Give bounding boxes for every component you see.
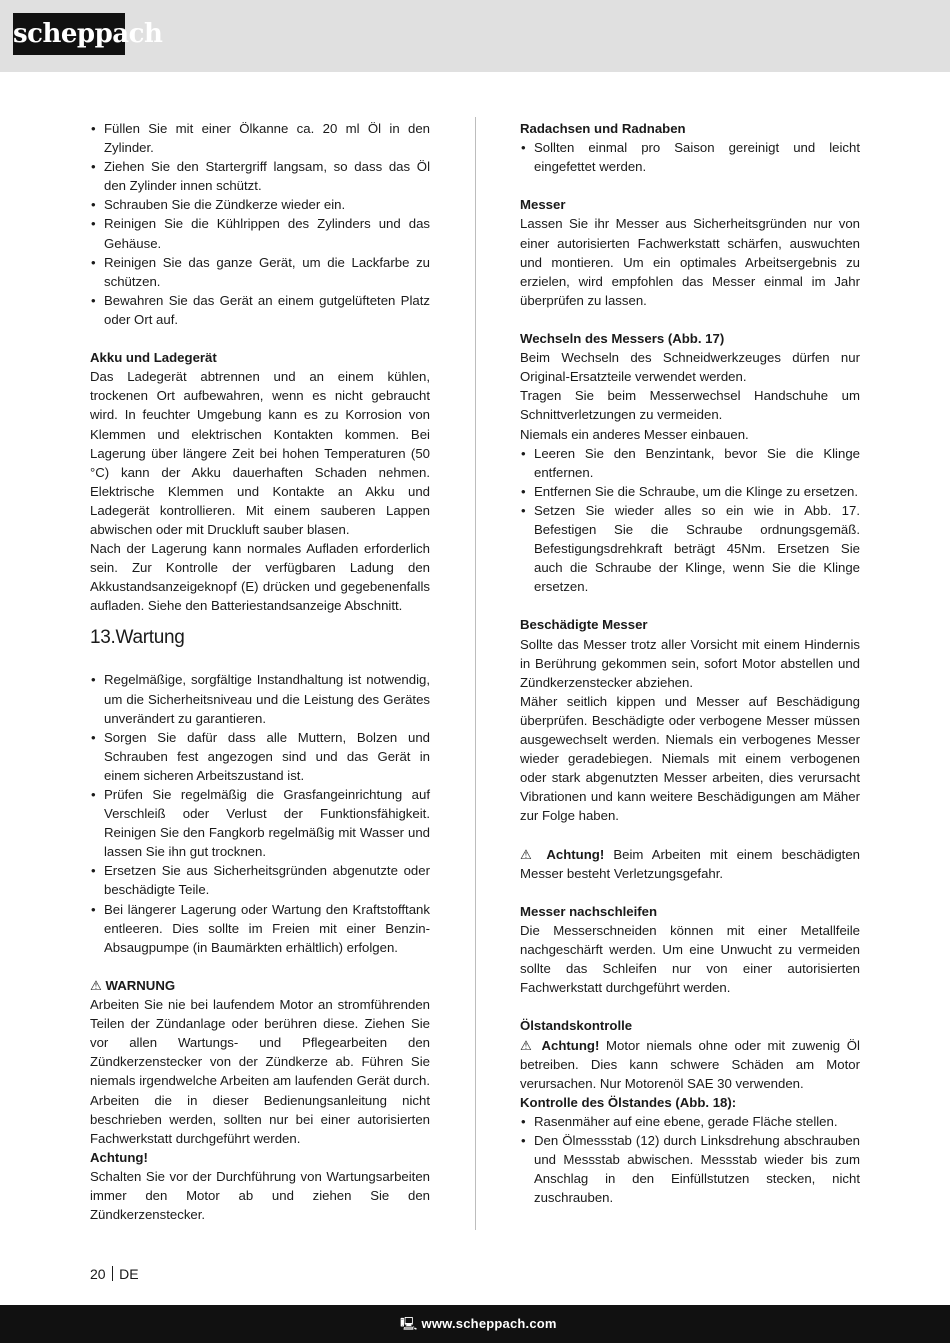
wechseln-paragraph-1: Beim Wechseln des Schneidwerkzeuges dürfen nur Original-Ersatzteile verwendet werden. <box>520 350 860 385</box>
page-number <box>90 1265 139 1283</box>
achtung-note <box>520 845 860 883</box>
warnung-label: WARNUNG <box>105 977 176 993</box>
radachsen-bullet-list <box>520 138 860 176</box>
oelstand-bullet-list <box>520 1112 860 1207</box>
nachschleifen-text: Die Messerschneiden können mit einer Metallfeile nachgeschärft werden. Um eine Unwucht zu vermeiden sollte das Schleifen nur von einer autorisierten Fachwerkstatt durchgeführt werden. <box>520 922 860 996</box>
left-column <box>90 119 430 1224</box>
list-item: • Entfernen Sie die Schraube, um die Klinge zu ersetzen. <box>520 482 860 501</box>
right-column <box>520 119 860 1207</box>
wechseln-heading: Wechseln des Messers (Abb. 17) <box>520 331 725 347</box>
list-item: • Leeren Sie den Benzintank, bevor Sie die Klinge entfernen. <box>520 444 860 482</box>
list-item: • Sollten einmal pro Saison gereinigt und leicht eingefettet werden. <box>520 138 860 176</box>
nachschleifen-heading: Messer nachschleifen <box>520 903 658 919</box>
column-divider <box>475 117 476 1230</box>
section-title-text: Wartung <box>115 627 185 649</box>
website-link[interactable] <box>400 1316 557 1332</box>
oelstand-heading: Ölstandskontrolle <box>520 1018 633 1034</box>
warning-icon: ⚠ <box>90 977 102 993</box>
warning-icon: ⚠ <box>520 1037 535 1053</box>
wartung-bullet-list <box>90 670 430 956</box>
list-item: • Sorgen Sie dafür dass alle Muttern, Bolzen und Schrauben fest angezogen sind und das Gerät in einem sicheren Arbeitszustand ist. <box>90 728 430 785</box>
warning-icon: ⚠ <box>520 846 538 862</box>
list-item: • Prüfen Sie regelmäßig die Grasfangeinrichtung auf Verschleiß oder Verlust der Funktionsfähigkeit. Reinigen Sie den Fangkorb regelmäßig mit Wasser und lassen Sie ihn gut trocknen. <box>90 785 430 861</box>
beschaedigt-heading: Beschädigte Messer <box>520 617 648 633</box>
list-item: • Schrauben Sie die Zündkerze wieder ein. <box>90 195 430 214</box>
akku-paragraph-2: Nach der Lagerung kann normales Aufladen erforderlich sein. Zur Kontrolle der verfügbaren Ladung den Akkustandsanzeigeknopf (E) drücken und gegebenenfalls aufladen. Siehe den Batteriestandsanzeige Abschnitt. <box>90 541 430 614</box>
list-item: • Reinigen Sie das ganze Gerät, um die Lackfarbe zu schützen. <box>90 253 430 291</box>
header-band <box>0 0 950 72</box>
section-number: 13. <box>90 627 116 649</box>
list-item: • Regelmäßige, sorgfältige Instandhaltung ist notwendig, um die Sicherheitsniveau und die Leistung des Gerätes unverändert zu garantieren. <box>90 670 430 727</box>
wechseln-bullet-list <box>520 444 860 597</box>
list-item: • Rasenmäher auf eine ebene, gerade Fläche stellen. <box>520 1112 860 1131</box>
warnung-heading <box>90 976 430 995</box>
list-item: • Reinigen Sie die Kühlrippen des Zylinders und das Gehäuse. <box>90 214 430 252</box>
akku-paragraph-1: Das Ladegerät abtrennen und an einem kühlen, trockenen Ort aufbewahren, wenn es nicht gebraucht wird. In feuchter Umgebung kann es zu Korrosion von Klemmen und elektrischen Kontakten kommen. Bei Lagerung über längere Zeit bei hohen Temperaturen (50 °C) kann der Akku dauerhaften Schaden nehmen. Elektrische Klemmen und Kontakte an Akku und Ladegerät kontrollieren. Mit einem sauberen Lappen abwischen oder mit Druckluft sauber blasen. <box>90 369 430 537</box>
intro-bullet-list <box>90 119 430 329</box>
monitor-icon: 🖳 <box>400 1316 418 1331</box>
footer-band <box>0 1305 950 1343</box>
website-url[interactable]: www.scheppach.com <box>421 1316 557 1331</box>
language-code: DE <box>119 1266 139 1282</box>
wechseln-paragraph-3: Niemals ein anderes Messer einbauen. <box>520 426 749 442</box>
messer-text: Lassen Sie ihr Messer aus Sicherheitsgründen nur von einer autorisierten Fachwerkstatt schärfen, auswuchten und montieren. Um ein optimales Arbeitsergebnis zu erzielen, wird empfohlen das Messer einmal im Jahr überprüfen zu lassen. <box>520 216 860 308</box>
warnung-text: Arbeiten Sie nie bei laufendem Motor an stromführenden Teilen der Zündanlage oder berühren diese. Ziehen Sie vor allen Wartungs- und Pflegearbeiten den Zündkerzenstecker von der Zündkerze ab. Führen Sie niemals irgendwelche Arbeiten am laufenden Gerät durch. Arbeiten die in dieser Bedienungsanleitung nicht beschrieben werden, sollten nur bei einer autorisierten Fachwerkstatt durchgeführt werden. <box>90 997 430 1146</box>
list-item: • Bei längerer Lagerung oder Wartung den Kraftstofftank entleeren. Dies sollte im Freien mit einer Benzin-Absaugpumpe (in Baumärkten erhältlich) erfolgen. <box>90 900 430 957</box>
achtung-label: Achtung! <box>90 1149 148 1165</box>
akku-heading: Akku und Ladegerät <box>90 350 217 366</box>
list-item: • Füllen Sie mit einer Ölkanne ca. 20 ml Öl in den Zylinder. <box>90 119 430 157</box>
scheppach-logo: scheppach <box>13 13 125 55</box>
list-item: • Ziehen Sie den Startergriff langsam, so dass das Öl den Zylinder innen schützt. <box>90 157 430 195</box>
page-number-value: 20 <box>90 1266 106 1282</box>
radachsen-heading: Radachsen und Radnaben <box>520 121 686 136</box>
achtung-label: Achtung! <box>541 1037 600 1053</box>
list-item: • Ersetzen Sie aus Sicherheitsgründen abgenutzte oder beschädigte Teile. <box>90 861 430 899</box>
section-title <box>90 625 430 651</box>
achtung-label: Achtung! <box>546 846 605 862</box>
achtung-text: Beim Arbeiten mit einem beschädigten Messer besteht Verletzungsgefahr. <box>520 846 861 881</box>
oelstand-text: Motor niemals ohne oder mit zuwenig Öl betreiben. Dies kann schwere Schäden am Motor verursachen. Nur Motorenöl SAE 30 verwenden. <box>520 1037 860 1091</box>
wechseln-paragraph-2: Tragen Sie beim Messerwechsel Handschuhe um Schnittverletzungen zu vermeiden. <box>520 388 860 423</box>
list-item: • Setzen Sie wieder alles so ein wie in Abb. 17. Befestigen Sie die Schraube ordnungsgemäß. Befestigungsdrehkraft beträgt 45Nm. Ersetzen Sie auch die Schraube der Klinge, wenn Sie die Klinge ersetzen. <box>520 501 860 596</box>
achtung-text: Schalten Sie vor der Durchführung von Wartungsarbeiten immer den Motor ab und ziehen Sie den Zündkerzenstecker. <box>90 1168 430 1223</box>
messer-heading: Messer <box>520 197 566 213</box>
oelstand-note <box>520 1036 860 1093</box>
beschaedigt-paragraph-1: Sollte das Messer trotz aller Vorsicht mit einem Hindernis in Berührung gekommen sein, sofort Motor abstellen und Zündkerzenstecker abziehen. <box>520 636 860 690</box>
list-item: • Den Ölmessstab (12) durch Linksdrehung abschrauben und Messstab abwischen. Messstab wieder bis zum Anschlag in den Einfüllstutzen stecken, nicht zuschrauben. <box>520 1131 860 1207</box>
list-item: • Bewahren Sie das Gerät an einem gutgelüfteten Platz oder Ort auf. <box>90 291 430 329</box>
page-number-separator <box>112 1266 114 1281</box>
oelstand-subheading: Kontrolle des Ölstandes (Abb. 18): <box>520 1094 737 1110</box>
beschaedigt-paragraph-2: Mäher seitlich kippen und Messer auf Beschädigung überprüfen. Beschädigte oder verbogene Messer müssen ausgewechselt werden. Niemals ein verbogenes Messer wieder geradebiegen. Niemals mit einem verbogenen oder stark abgenutzten Messer arbeiten, dies verursacht Vibrationen und kann weitere Beschädigungen am Mäher zur Folge haben. <box>520 693 860 824</box>
